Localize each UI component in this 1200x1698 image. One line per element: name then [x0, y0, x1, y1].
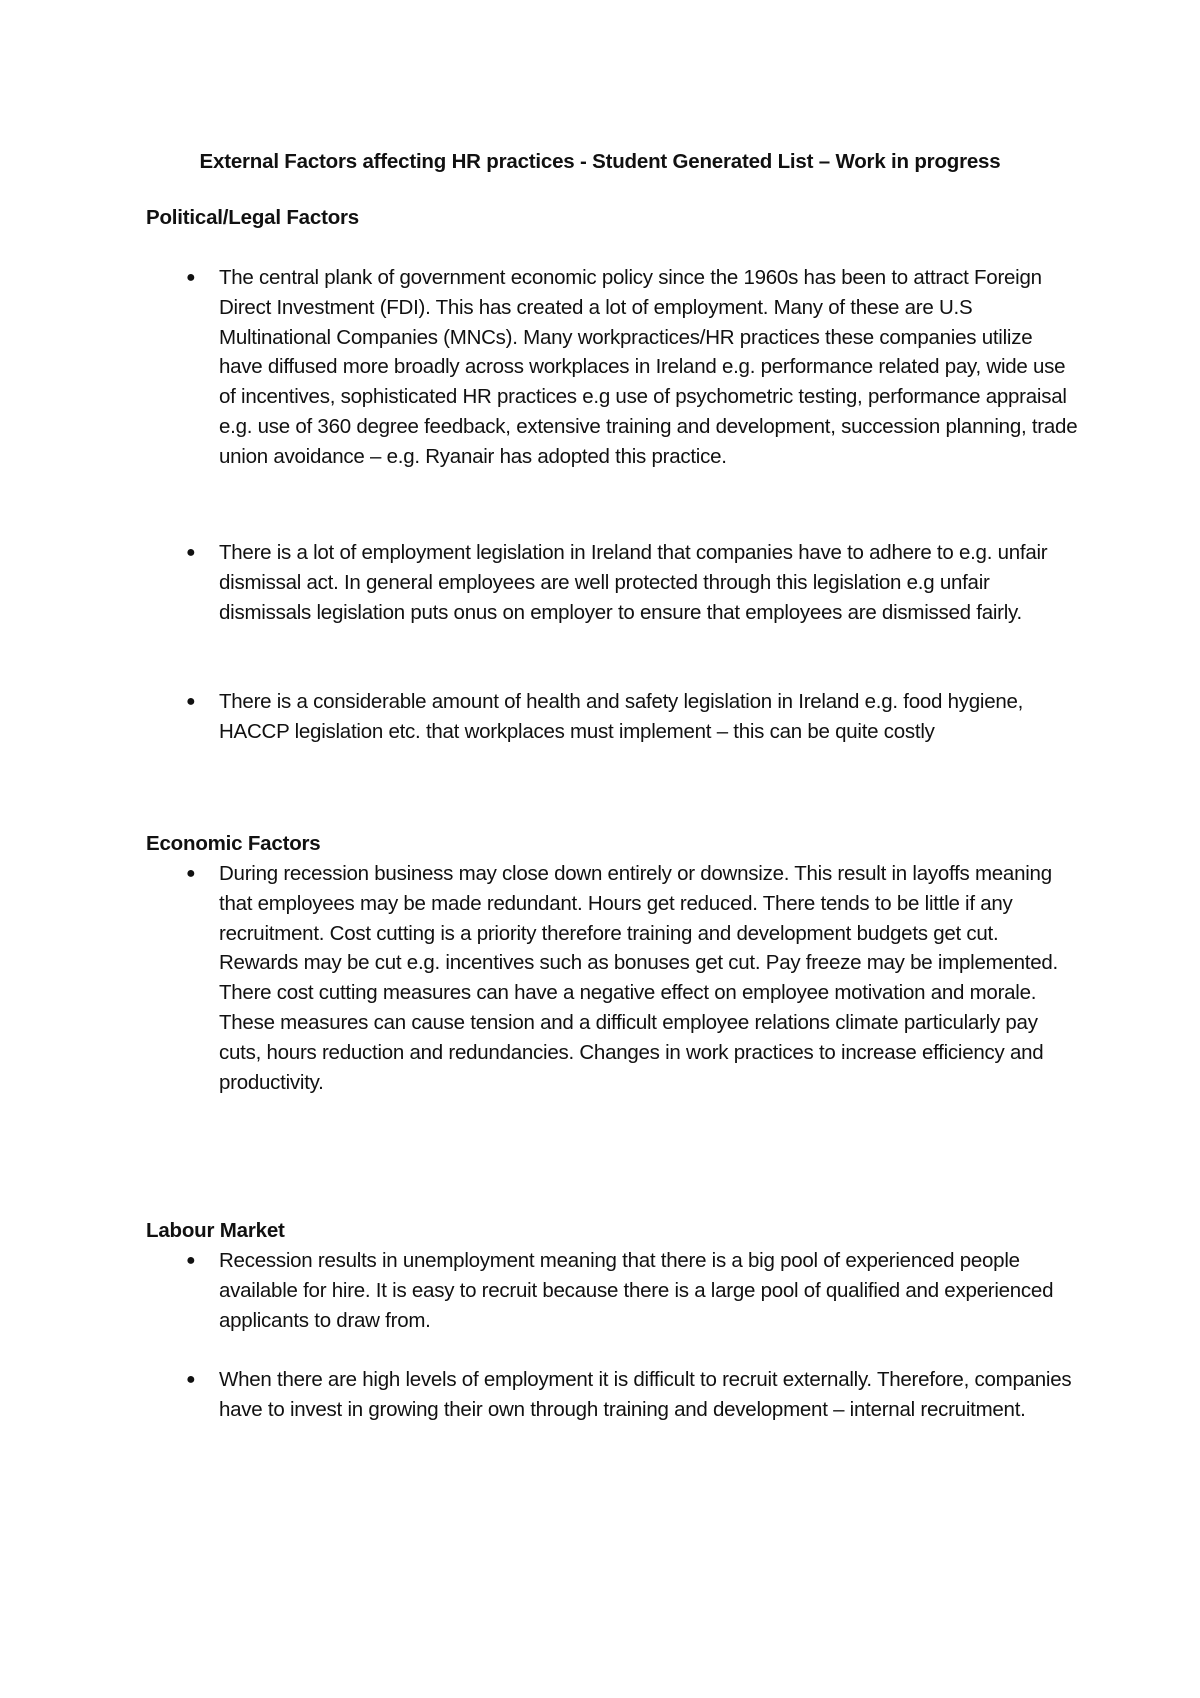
bullet-icon: ● [186, 1371, 196, 1388]
list-item-text: When there are high levels of employment it is difficult to recruit externally. Therefore, companies have to invest in growing their own through training and development – internal recruitment. [219, 1368, 1072, 1421]
section-heading-economic: Economic Factors [146, 832, 321, 855]
bullet-icon: ● [186, 865, 196, 882]
bullet-icon: ● [186, 1252, 196, 1269]
section-heading-political-legal: Political/Legal Factors [146, 206, 359, 229]
section-heading-labour-market: Labour Market [146, 1219, 285, 1242]
bullet-icon: ● [186, 693, 196, 710]
list-item-text: There is a lot of employment legislation in Ireland that companies have to adhere to e.g. unfair dismissal act. In general employees are well protected through this legislation e.g unfair dismissals legislation puts onus on employer to ensure that employees are dismissed fairly. [219, 541, 1048, 624]
list-item-text: There is a considerable amount of health and safety legislation in Ireland e.g. food hygiene, HACCP legislation etc. that workplaces must implement – this can be quite costly [219, 690, 1024, 743]
bullet-icon: ● [186, 269, 196, 286]
list-item-text: During recession business may close down entirely or downsize. This result in layoffs meaning that employees may be made redundant. Hours get reduced. There tends to be little if any recruitment. Cost cutting is a priority therefore training and development budgets get cut. Rewards may be cut e.g. incentives such as bonuses get cut. Pay freeze may be implemented. There cost cutting measures can have a negative effect on employee motivation and morale. These measures can cause tension and a difficult employee relations climate particularly pay cuts, hours reduction and redundancies. Changes in work practices to increase efficiency and productivity. [219, 862, 1058, 1094]
list-item-text: The central plank of government economic policy since the 1960s has been to attract Foreign Direct Investment (FDI). This has created a lot of employment. Many of these are U.S Multinational Companies (MNCs). Many workpractices/HR practices these companies utilize have diffused more broadly across workplaces in Ireland e.g. performance related pay, wide use of incentives, sophisticated HR practices e.g use of psychometric testing, performance appraisal e.g. use of 360 degree feedback, extensive training and development, succession planning, trade union avoidance – e.g. Ryanair has adopted this practice. [219, 266, 1078, 468]
document-title: External Factors affecting HR practices - Student Generated List – Work in progress [199, 150, 1001, 173]
bullet-icon: ● [186, 544, 196, 561]
list-item-text: Recession results in unemployment meaning that there is a big pool of experienced people available for hire. It is easy to recruit because there is a large pool of qualified and experienced applicants to draw from. [219, 1249, 1054, 1332]
